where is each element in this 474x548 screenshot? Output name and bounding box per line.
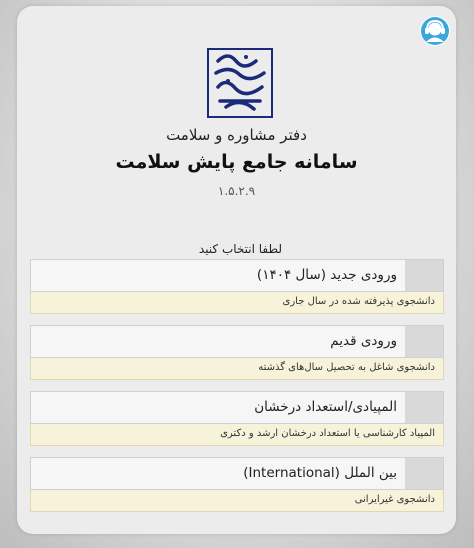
option-old-student[interactable] — [30, 325, 444, 380]
option-description-box — [30, 490, 444, 512]
option-description: المپیاد کارشناسی یا استعداد درخشان ارشد و دکتری — [220, 428, 435, 439]
option-description: دانشجوی غیرایرانی — [354, 494, 435, 505]
option-header[interactable] — [30, 325, 444, 358]
option-header[interactable] — [30, 391, 444, 424]
organization-logo — [206, 47, 274, 119]
option-description: دانشجوی شاغل به تحصیل سال‌های گذشته — [258, 362, 435, 373]
option-label: المپیادی/استعداد درخشان — [254, 399, 397, 415]
selection-card — [17, 6, 456, 534]
option-header[interactable] — [30, 259, 444, 292]
option-label: بین الملل (International) — [243, 465, 397, 481]
option-olympiad[interactable] — [30, 391, 444, 446]
option-description-box — [30, 358, 444, 380]
option-description: دانشجوی پذیرفته شده در سال جاری — [282, 296, 435, 307]
option-badge — [405, 260, 443, 291]
option-header[interactable] — [30, 457, 444, 490]
selection-prompt: لطفا انتخاب کنید — [198, 242, 282, 256]
headset-icon[interactable] — [420, 16, 450, 46]
option-new-student[interactable] — [30, 259, 444, 314]
option-badge — [405, 326, 443, 357]
option-international[interactable] — [30, 457, 444, 512]
option-label: ورودی قدیم — [330, 333, 397, 349]
option-description-box — [30, 292, 444, 314]
version-label: ۱.۵.۲.۹ — [217, 184, 256, 198]
option-label: ورودی جدید (سال ۱۴۰۴) — [256, 267, 397, 283]
option-badge — [405, 392, 443, 423]
option-badge — [405, 458, 443, 489]
option-description-box — [30, 424, 444, 446]
office-name: دفتر مشاوره و سلامت — [166, 126, 307, 144]
page-title: سامانه جامع پایش سلامت — [115, 151, 358, 173]
